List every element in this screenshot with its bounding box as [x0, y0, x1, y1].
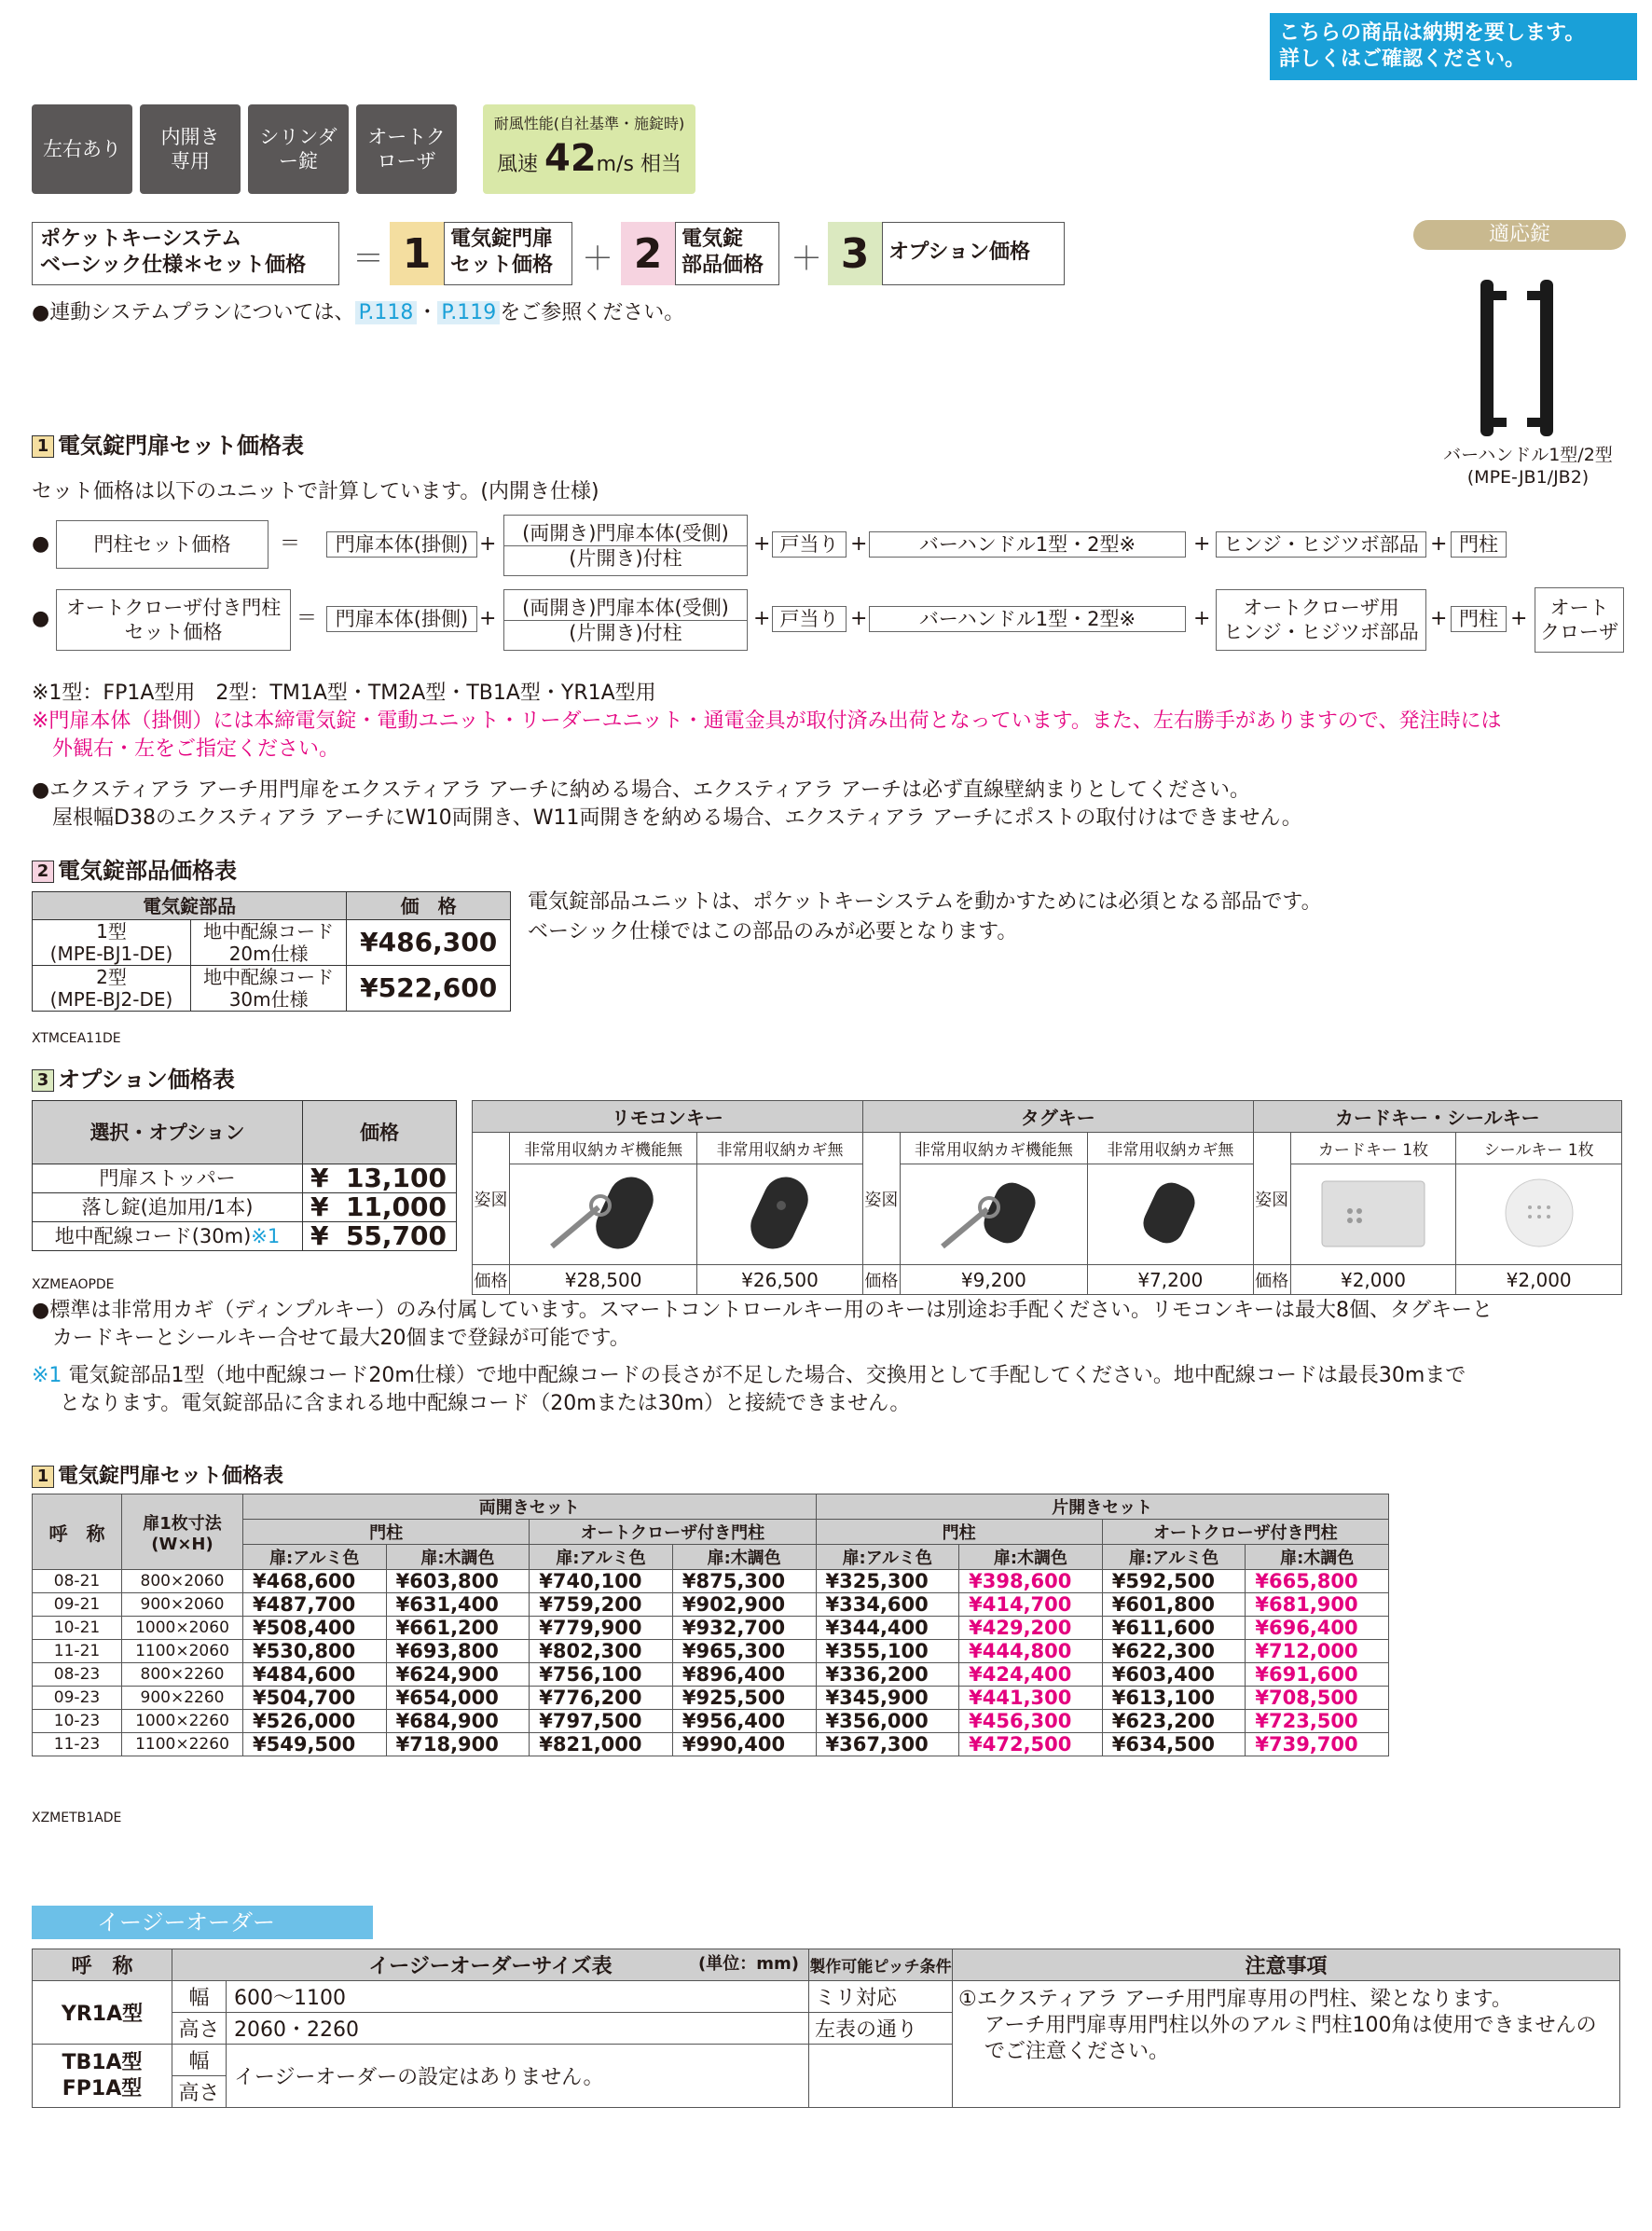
table-row	[33, 1570, 1389, 1593]
cell-price: ¥624,900	[386, 1663, 530, 1687]
cell-size: 900×2060	[122, 1593, 243, 1617]
cell-price: ¥356,000	[816, 1710, 959, 1733]
table-row	[33, 1663, 1389, 1687]
note-cord-1: ※1 電気錠部品1型（地中配線コード20m仕様）で地中配線コードの長さが不足した場合、交換用として手配してください。地中配線コードは最長30mまで	[32, 1364, 1466, 1387]
unit-stopper: 戸当り	[772, 531, 847, 558]
price-table-title: 1 電気錠門扉セット価格表	[32, 1460, 283, 1489]
tag-key-image-2	[1088, 1164, 1254, 1265]
unit-post: 門柱	[1451, 606, 1507, 632]
lock-caption: バーハンドル1型/2型 (MPE-JB1/JB2)	[1443, 445, 1613, 488]
cell-price: ¥344,400	[816, 1617, 959, 1640]
product-code: XZMEAOPDE	[32, 1277, 115, 1292]
badge-2: 2	[621, 222, 675, 285]
table-row	[33, 1710, 1389, 1733]
cell-price: ¥740,100	[530, 1570, 673, 1593]
formula-box-3: オプション価格	[882, 222, 1065, 285]
section-3-title: 3 オプション価格表	[32, 1061, 235, 1094]
gate-set-price-table: 呼 称 扉1枚寸法 (W×H) 両開きセット 片開きセット 門柱 オートクローザ付き門柱 門柱 オートクローザ付き門柱 扉:アルミ色 扉:木調色 扉:アルミ色 扉:木調色 扉:アルミ色 扉:木調色 扉:アルミ色 扉:木調色 08-21 800×2060 ¥468,600 ¥603,800 ¥740,100 ¥875,300 ¥325,300 ¥398,600 ¥592,500 ¥665,800 09-21 900×2060 ¥487,700 ¥631,400 ¥759,200 ¥902,900 ¥334,600 ¥414,700 ¥601,800 ¥681,900 10-21 1000×2060 ¥508,400 ¥661,200 ¥779,900 ¥932,700 ¥344,400 ¥429,200 ¥611,600 ¥696,400 11-21 1100×2060 ¥530,800 ¥693,800 ¥802,300 ¥965,300 ¥355,100 ¥444,800 ¥622,300 ¥712,000 08-23 800×2260 ¥484,600 ¥624,900 ¥756,100 ¥896,400 ¥336,200 ¥424,400 ¥603,400 ¥691,600 09-23 900×2260 ¥504,700 ¥654,000 ¥776,200 ¥925,500 ¥345,900 ¥441,300 ¥613,100 ¥708,500 10-23 1000×2260 ¥526,000 ¥684,900 ¥797,500 ¥956,400 ¥356,000 ¥456,300 ¥623,200 ¥723,500 11-23 1100×2260 ¥549,500 ¥718,900 ¥821,000 ¥990,400 ¥367,300 ¥472,500 ¥634,500 ¥739,700	[32, 1494, 1389, 1756]
unit-autocloser: オート クローザ	[1535, 587, 1624, 653]
cell-price: ¥691,600	[1246, 1663, 1389, 1687]
table-row	[33, 1640, 1389, 1663]
cell-price: ¥444,800	[959, 1640, 1103, 1663]
cell-price: ¥613,100	[1102, 1687, 1246, 1710]
formula-box-1: 電気錠門扉 セット価格	[444, 222, 572, 285]
cell-price: ¥723,500	[1246, 1710, 1389, 1733]
cell-price: ¥468,600	[243, 1570, 387, 1593]
bullet: ●	[32, 607, 50, 630]
cell-price: ¥355,100	[816, 1640, 959, 1663]
cell-price: ¥325,300	[816, 1570, 959, 1593]
cell-price: ¥684,900	[386, 1710, 530, 1733]
product-code: XTMCEA11DE	[32, 1031, 121, 1046]
bullet: ●	[32, 532, 50, 556]
cell-price: ¥508,400	[243, 1617, 387, 1640]
page-link-118[interactable]: P.118	[355, 301, 418, 324]
cell-price: ¥925,500	[672, 1687, 816, 1710]
bar-handle-image	[1464, 270, 1576, 448]
parts-description-1: 電気錠部品ユニットは、ポケットキーシステムを動かすためには必須となる部品です。	[528, 890, 1322, 914]
compatible-lock-label: 適応錠	[1413, 220, 1626, 250]
note-main-unit-2: 外観右・左をご指定ください。	[52, 737, 340, 761]
cell-price: ¥414,700	[959, 1593, 1103, 1617]
badge-1: 1	[390, 222, 444, 285]
key-options-table: リモコンキー タグキー カードキー・シールキー 姿図 非常用収納カギ機能無 非常用収納カギ無 姿図 非常用収納カギ機能無 非常用収納カギ無 姿図 カードキー 1枚 シールキー 1枚 価格 ¥28,500 ¥26,500 価格 ¥9,200 ¥7,200 価格 ¥2,000 ¥2,000	[472, 1100, 1622, 1295]
unit-ac-post-set: オートクローザ付き門柱 セット価格	[56, 589, 291, 651]
cell-price: ¥487,700	[243, 1593, 387, 1617]
feature-badge-autocloser: オートクローザ	[356, 104, 457, 194]
note-main-unit: ※門扉本体（掛側）には本締電気錠・電動ユニット・リーダーユニット・通電金具が取付済み出荷となっています。また、左右勝手がありますので、発注時には	[32, 709, 1502, 733]
note-cord-2: となります。電気錠部品に含まれる地中配線コード（20mまたは30m）と接続できません。	[60, 1392, 911, 1415]
cell-price: ¥739,700	[1246, 1733, 1389, 1756]
options-price-table: 選択・オプション 価格 門扉ストッパー ¥ 13,100 落し錠(追加用/1本) ¥ 11,000 地中配線コード(30m)※1 ¥ 55,700	[32, 1100, 457, 1251]
cell-price: ¥802,300	[530, 1640, 673, 1663]
remote-key-image-2	[697, 1164, 863, 1265]
unit-sub: (両開き)門扉本体(受側) (片開き)付柱	[503, 589, 748, 651]
cell-price: ¥398,600	[959, 1570, 1103, 1593]
cell-price: ¥601,800	[1102, 1593, 1246, 1617]
cell-price: ¥623,200	[1102, 1710, 1246, 1733]
cell-price: ¥429,200	[959, 1617, 1103, 1640]
cell-price: ¥654,000	[386, 1687, 530, 1710]
cell-price: ¥932,700	[672, 1617, 816, 1640]
cell-price: ¥549,500	[243, 1733, 387, 1756]
note-types: ※1型：FP1A型用 2型：TM1A型・TM2A型・TB1A型・YR1A型用	[32, 682, 656, 705]
unit-bar-handle: バーハンドル1型・2型※	[869, 531, 1186, 558]
cell-price: ¥504,700	[243, 1687, 387, 1710]
cell-price: ¥456,300	[959, 1710, 1103, 1733]
cell-price: ¥484,600	[243, 1663, 387, 1687]
cell-price: ¥472,500	[959, 1733, 1103, 1756]
cell-name: 08-23	[33, 1663, 122, 1687]
section-1-title: 1 電気錠門扉セット価格表	[32, 427, 304, 460]
cell-price: ¥779,900	[530, 1617, 673, 1640]
unit-main: 門扉本体(掛側)	[326, 531, 477, 558]
cell-size: 1000×2260	[122, 1710, 243, 1733]
cell-price: ¥718,900	[386, 1733, 530, 1756]
cell-price: ¥896,400	[672, 1663, 816, 1687]
table-row: 2型 (MPE-BJ2-DE) 地中配線コード 30m仕様 ¥522,600	[33, 966, 511, 1012]
remote-key-image-1	[510, 1164, 697, 1265]
cell-price: ¥611,600	[1102, 1617, 1246, 1640]
table-row	[33, 1617, 1389, 1640]
cell-price: ¥712,000	[1246, 1640, 1389, 1663]
unit-bar-handle: バーハンドル1型・2型※	[869, 606, 1186, 632]
lead-time-notice: こちらの商品は納期を要します。 詳しくはご確認ください。	[1270, 13, 1637, 80]
section-1-intro: セット価格は以下のユニットで計算しています。(内開き仕様)	[32, 480, 599, 503]
feature-badge-inswing: 内開き専用	[140, 104, 241, 194]
table-row	[33, 1733, 1389, 1756]
cell-price: ¥990,400	[672, 1733, 816, 1756]
cell-price: ¥708,500	[1246, 1687, 1389, 1710]
cell-size: 800×2060	[122, 1570, 243, 1593]
cell-price: ¥530,800	[243, 1640, 387, 1663]
unit-stopper: 戸当り	[772, 606, 847, 632]
cell-price: ¥696,400	[1246, 1617, 1389, 1640]
table-row	[33, 1593, 1389, 1617]
seal-key-image	[1456, 1164, 1622, 1265]
unit-sub: (両開き)門扉本体(受側) (片開き)付柱	[503, 515, 748, 576]
cell-price: ¥441,300	[959, 1687, 1103, 1710]
feature-badge-lr: 左右あり	[32, 104, 132, 194]
table-row: 落し錠(追加用/1本) ¥ 11,000	[33, 1193, 457, 1222]
cell-price: ¥965,300	[672, 1640, 816, 1663]
cell-price: ¥526,000	[243, 1710, 387, 1733]
cell-price: ¥693,800	[386, 1640, 530, 1663]
cell-size: 1000×2060	[122, 1617, 243, 1640]
cell-price: ¥424,400	[959, 1663, 1103, 1687]
table-row: 1型 (MPE-BJ1-DE) 地中配線コード 20m仕様 ¥486,300	[33, 920, 511, 966]
cell-price: ¥759,200	[530, 1593, 673, 1617]
tag-key-image-1	[900, 1164, 1087, 1265]
plus-sign: ＋	[582, 241, 613, 278]
cell-price: ¥603,400	[1102, 1663, 1246, 1687]
electric-lock-parts-table: 電気錠部品 価 格 1型 (MPE-BJ1-DE) 地中配線コード 20m仕様 ¥486,300 2型 (MPE-BJ2-DE) 地中配線コード 30m仕様 ¥522,600	[32, 891, 511, 1012]
page-link-119[interactable]: P.119	[437, 301, 500, 324]
table-row: 門扉ストッパー ¥ 13,100	[33, 1164, 457, 1193]
cell-size: 900×2260	[122, 1687, 243, 1710]
cell-price: ¥661,200	[386, 1617, 530, 1640]
note-standard-key-2: カードキーとシールキー合せて最大20個まで登録が可能です。	[52, 1327, 630, 1350]
note-standard-key-1: ●標準は非常用カギ（ディンプルキー）のみ付属しています。スマートコントロールキー用のキーは別途お手配ください。リモコンキーは最大8個、タグキーと	[32, 1299, 1494, 1322]
note-arch-1: ●エクスティアラ アーチ用門扉をエクスティアラ アーチに納める場合、エクスティアラ アーチは必ず直線壁納まりとしてください。	[32, 778, 1250, 802]
cell-price: ¥634,500	[1102, 1733, 1246, 1756]
unit-hinge: ヒンジ・ヒジツボ部品	[1216, 531, 1426, 558]
unit-main: 門扉本体(掛側)	[326, 606, 477, 632]
unit-post-set: 門柱セット価格	[56, 520, 268, 569]
easy-order-table: 呼 称 イージーオーダーサイズ表 (単位：mm) 製作可能ピッチ条件 注意事項 YR1A型 幅 600～1100 ミリ対応 ①エクスティアラ アーチ用門扉専用の門柱、梁となります。 アーチ用門扉専用門柱以外のアルミ門柱100角は使用できませんのでご注意ください。 高さ 2060・2260 左表の通り TB1A型 FP1A型 幅 イージーオーダーの設定はありません。 高さ	[32, 1949, 1620, 2108]
cell-price: ¥334,600	[816, 1593, 959, 1617]
cell-size: 1100×2060	[122, 1640, 243, 1663]
unit-ac-hinge: オートクローザ用 ヒンジ・ヒジツボ部品	[1216, 589, 1426, 651]
cell-price: ¥776,200	[530, 1687, 673, 1710]
cell-price: ¥902,900	[672, 1593, 816, 1617]
plan-reference-note: ●連動システムプランについては、 P.118 ・ P.119 をご参照ください。	[32, 301, 685, 324]
cell-price: ¥336,200	[816, 1663, 959, 1687]
unit-post: 門柱	[1451, 531, 1507, 558]
cell-price: ¥345,900	[816, 1687, 959, 1710]
cell-price: ¥603,800	[386, 1570, 530, 1593]
cell-price: ¥367,300	[816, 1733, 959, 1756]
cell-price: ¥622,300	[1102, 1640, 1246, 1663]
table-row: 地中配線コード(30m)※1 ¥ 55,700	[33, 1222, 457, 1251]
cell-name: 11-23	[33, 1733, 122, 1756]
cell-name: 10-21	[33, 1617, 122, 1640]
wind-rating-badge: 耐風性能(自社基準・施錠時) 風速 42m/s 相当	[483, 104, 695, 194]
cell-name: 09-21	[33, 1593, 122, 1617]
badge-3: 3	[828, 222, 882, 285]
cell-name: 09-23	[33, 1687, 122, 1710]
easy-order-title: イージーオーダー	[32, 1906, 373, 1939]
parts-description-2: ベーシック仕様ではこの部品のみが必要となります。	[528, 920, 1018, 943]
note-arch-2: 屋根幅D38のエクスティアラ アーチにW10両開き、W11両開きを納める場合、エクスティアラ アーチにポストの取付けはできません。	[52, 806, 1302, 830]
cell-price: ¥821,000	[530, 1733, 673, 1756]
feature-badge-cylinder: シリンダー錠	[248, 104, 349, 194]
cell-size: 1100×2260	[122, 1733, 243, 1756]
cell-name: 11-21	[33, 1640, 122, 1663]
card-key-image	[1290, 1164, 1456, 1265]
equals-sign: ＝	[352, 241, 384, 278]
formula-box-2: 電気錠 部品価格	[675, 222, 779, 285]
cell-size: 800×2260	[122, 1663, 243, 1687]
cell-name: 08-21	[33, 1570, 122, 1593]
cell-price: ¥956,400	[672, 1710, 816, 1733]
cell-price: ¥875,300	[672, 1570, 816, 1593]
cell-name: 10-23	[33, 1710, 122, 1733]
cell-price: ¥592,500	[1102, 1570, 1246, 1593]
cell-price: ¥665,800	[1246, 1570, 1389, 1593]
cell-price: ¥681,900	[1246, 1593, 1389, 1617]
product-code: XZMETB1ADE	[32, 1811, 122, 1825]
plus-sign: ＋	[791, 241, 822, 278]
table-row	[33, 1687, 1389, 1710]
cell-price: ¥756,100	[530, 1663, 673, 1687]
section-2-title: 2 電気錠部品価格表	[32, 852, 237, 885]
cell-price: ¥631,400	[386, 1593, 530, 1617]
formula-total-box: ポケットキーシステム ベーシック仕様＊セット価格	[32, 222, 339, 285]
cell-price: ¥797,500	[530, 1710, 673, 1733]
